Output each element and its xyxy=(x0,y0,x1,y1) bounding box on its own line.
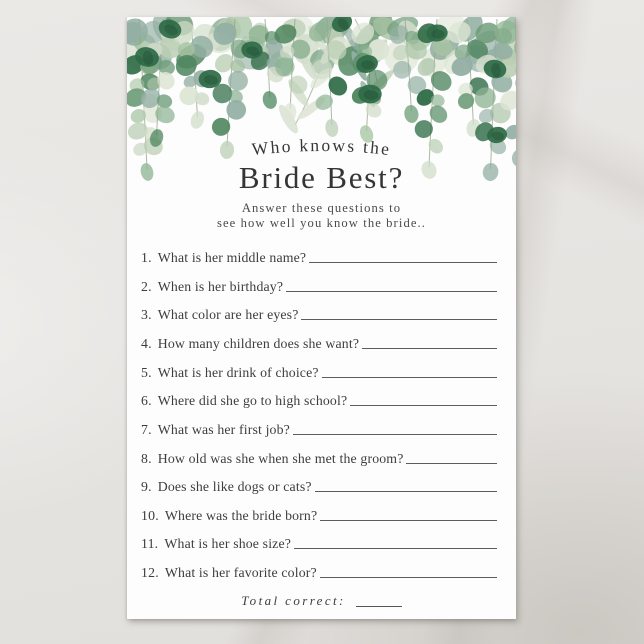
question-number: 6. xyxy=(141,393,152,409)
subtitle xyxy=(127,201,516,231)
question-row xyxy=(141,495,497,524)
answer-blank-line xyxy=(320,520,497,521)
question-row xyxy=(141,524,497,553)
answer-blank-line xyxy=(309,262,497,263)
question-number: 3. xyxy=(141,307,152,323)
answer-blank-line xyxy=(293,434,497,435)
question-text: What is her favorite color? xyxy=(164,565,317,581)
question-row xyxy=(141,266,497,295)
question-row xyxy=(141,552,497,581)
question-text: How many children does she want? xyxy=(157,335,360,351)
question-text: What is her shoe size? xyxy=(164,536,292,552)
question-text: What was her first job? xyxy=(157,421,290,437)
question-text: What is her middle name? xyxy=(157,250,307,266)
question-row xyxy=(141,438,497,467)
question-number: 5. xyxy=(141,364,152,380)
question-number: 2. xyxy=(141,278,152,294)
total-correct-blank-line xyxy=(356,606,402,607)
question-row xyxy=(141,352,497,381)
question-text: Where did she go to high school? xyxy=(157,393,348,409)
question-list xyxy=(141,237,497,581)
question-row xyxy=(141,237,497,266)
question-row xyxy=(141,295,497,324)
question-text: How old was she when she met the groom? xyxy=(157,450,404,466)
subtitle-line2: see how well you know the bride.. xyxy=(216,216,427,231)
arc-title-text: Who knows the xyxy=(250,134,393,160)
answer-blank-line xyxy=(362,348,497,349)
answer-blank-line xyxy=(406,463,497,464)
answer-blank-line xyxy=(315,491,497,492)
answer-blank-line xyxy=(301,319,497,320)
question-number: 8. xyxy=(141,450,152,466)
question-number: 9. xyxy=(141,479,152,495)
question-number: 11. xyxy=(141,536,159,552)
total-correct-row xyxy=(127,593,516,609)
answer-blank-line xyxy=(350,405,497,406)
question-row xyxy=(141,409,497,438)
question-row xyxy=(141,323,497,352)
question-text: Does she like dogs or cats? xyxy=(157,479,312,495)
answer-blank-line xyxy=(320,577,497,578)
answer-blank-line xyxy=(286,291,497,292)
answer-blank-line xyxy=(322,377,497,378)
total-correct-label: Total correct: xyxy=(241,593,346,608)
question-row xyxy=(141,381,497,410)
question-text: Where was the bride born? xyxy=(164,507,318,523)
question-text: When is her birthday? xyxy=(157,278,284,294)
page-title: Bride Best? xyxy=(238,160,405,195)
answer-blank-line xyxy=(294,548,497,549)
question-number: 1. xyxy=(141,250,152,266)
question-number: 12. xyxy=(141,565,159,581)
svg-text:Who knows the xyxy=(251,135,393,159)
question-number: 4. xyxy=(141,335,152,351)
question-text: What is her drink of choice? xyxy=(157,364,319,380)
game-card xyxy=(127,17,516,619)
subtitle-line1: Answer these questions to xyxy=(241,201,402,215)
question-number: 7. xyxy=(141,421,152,437)
question-text: What color are her eyes? xyxy=(157,307,299,323)
question-row xyxy=(141,467,497,496)
question-number: 10. xyxy=(141,507,159,523)
